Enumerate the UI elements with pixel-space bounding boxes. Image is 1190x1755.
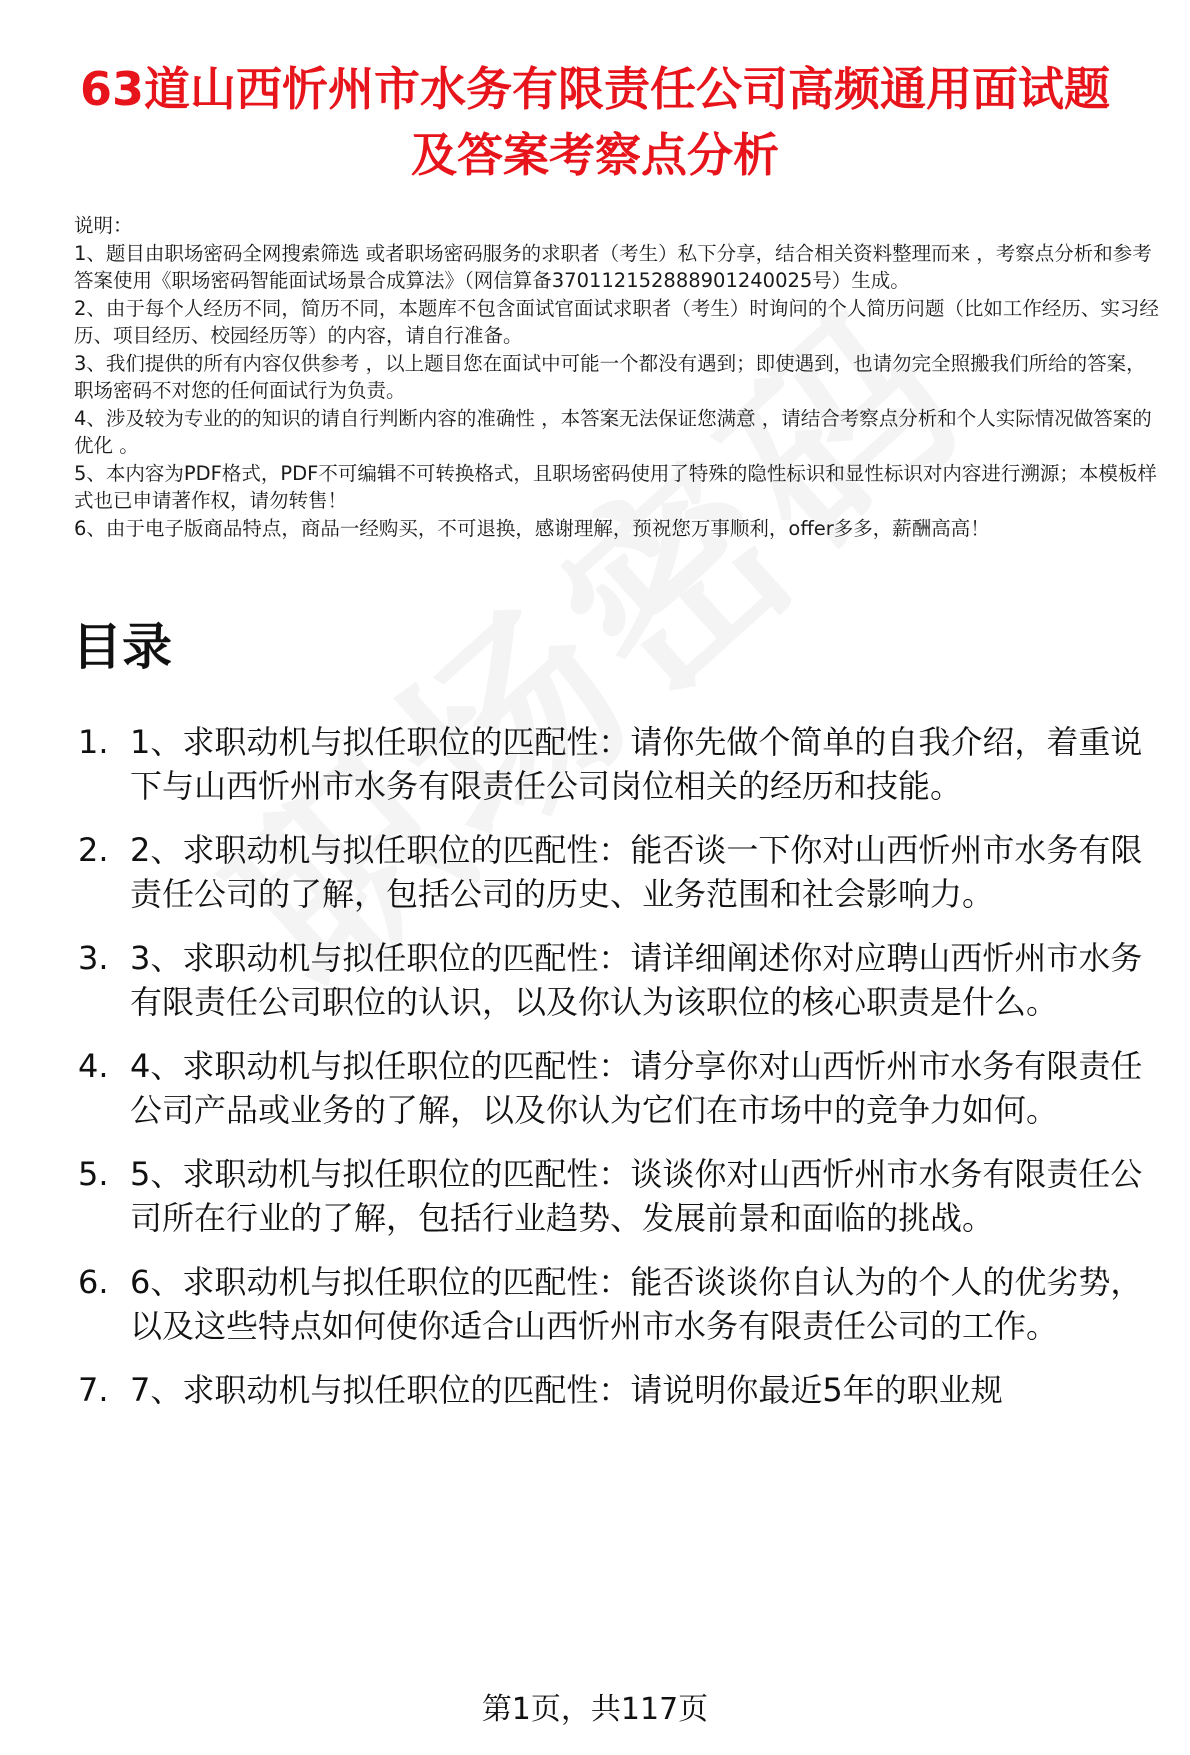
toc-item-number: 4.	[78, 1047, 109, 1085]
toc-item-text: 6、求职动机与拟任职位的匹配性：能否谈谈你自认为的个人的优劣势，以及这些特点如何使你适合山西忻州市水务有限责任公司的工作。	[130, 1263, 1143, 1345]
toc-item-number: 3.	[78, 939, 109, 977]
toc-item-text: 7、求职动机与拟任职位的匹配性：请说明你最近5年的职业规	[130, 1371, 1003, 1409]
toc-item-number: 1.	[78, 723, 109, 761]
notes-heading: 说明：	[74, 214, 133, 237]
toc-item[interactable]	[78, 1260, 1164, 1348]
toc-heading: 目录	[72, 618, 172, 676]
toc-item[interactable]	[78, 936, 1164, 1024]
note-item: 4、涉及较为专业的的知识的请自行判断内容的准确性 ，本答案无法保证您满意 ，请结合考察点分析和个人实际情况做答案的优化 。	[74, 406, 1152, 457]
toc-item[interactable]	[78, 1368, 1164, 1412]
toc-item-text: 4、求职动机与拟任职位的匹配性：请分享你对山西忻州市水务有限责任公司产品或业务的了解，以及你认为它们在市场中的竞争力如何。	[130, 1047, 1143, 1129]
toc-item-text: 5、求职动机与拟任职位的匹配性：谈谈你对山西忻州市水务有限责任公司所在行业的了解，包括行业趋势、发展前景和面临的挑战。	[130, 1155, 1143, 1237]
note-item: 1、题目由职场密码全网搜索筛选 或者职场密码服务的求职者（考生）私下分享，结合相关资料整理而来 ，考察点分析和参考答案使用《职场密码智能面试场景合成算法》（网信算备370112152888901240025号）生成。	[74, 241, 1152, 292]
notes-section	[74, 212, 1160, 542]
toc-item-text: 3、求职动机与拟任职位的匹配性：请详细阐述你对应聘山西忻州市水务有限责任公司职位的认识，以及你认为该职位的核心职责是什么。	[130, 939, 1143, 1021]
toc-item-number: 6.	[78, 1263, 109, 1301]
note-item: 2、由于每个人经历不同，简历不同，本题库不包含面试官面试求职者（考生）时询问的个人简历问题（比如工作经历、实习经历、项目经历、校园经历等）的内容，请自行准备。	[74, 296, 1159, 347]
toc-item[interactable]	[78, 828, 1164, 916]
toc-item[interactable]	[78, 720, 1164, 808]
toc-item-text: 1、求职动机与拟任职位的匹配性：请你先做个简单的自我介绍，着重说下与山西忻州市水务有限责任公司岗位相关的经历和技能。	[130, 723, 1143, 805]
toc-item[interactable]	[78, 1044, 1164, 1132]
document-title: 63道山西忻州市水务有限责任公司高频通用面试题及答案考察点分析	[79, 62, 1110, 182]
toc-item-number: 7.	[78, 1371, 109, 1409]
toc-list	[78, 720, 1164, 1432]
toc-item-number: 5.	[78, 1155, 109, 1193]
toc-item[interactable]	[78, 1152, 1164, 1240]
note-item: 5、本内容为PDF格式，PDF不可编辑不可转换格式，且职场密码使用了特殊的隐性标识和显性标识对内容进行溯源；本模板样式也已申请著作权，请勿转售！	[74, 461, 1157, 512]
page-number-footer: 第1页，共117页	[481, 1692, 709, 1727]
toc-item-number: 2.	[78, 831, 109, 869]
note-item: 6、由于电子版商品特点，商品一经购买，不可退换，感谢理解，预祝您万事顺利，offer多多，薪酬高高！	[74, 516, 990, 540]
note-item: 3、我们提供的所有内容仅供参考 ，以上题目您在面试中可能一个都没有遇到；即使遇到，也请勿完全照搬我们所给的答案，职场密码不对您的任何面试行为负责。	[74, 351, 1146, 402]
toc-item-text: 2、求职动机与拟任职位的匹配性：能否谈一下你对山西忻州市水务有限责任公司的了解，包括公司的历史、业务范围和社会影响力。	[130, 831, 1143, 913]
